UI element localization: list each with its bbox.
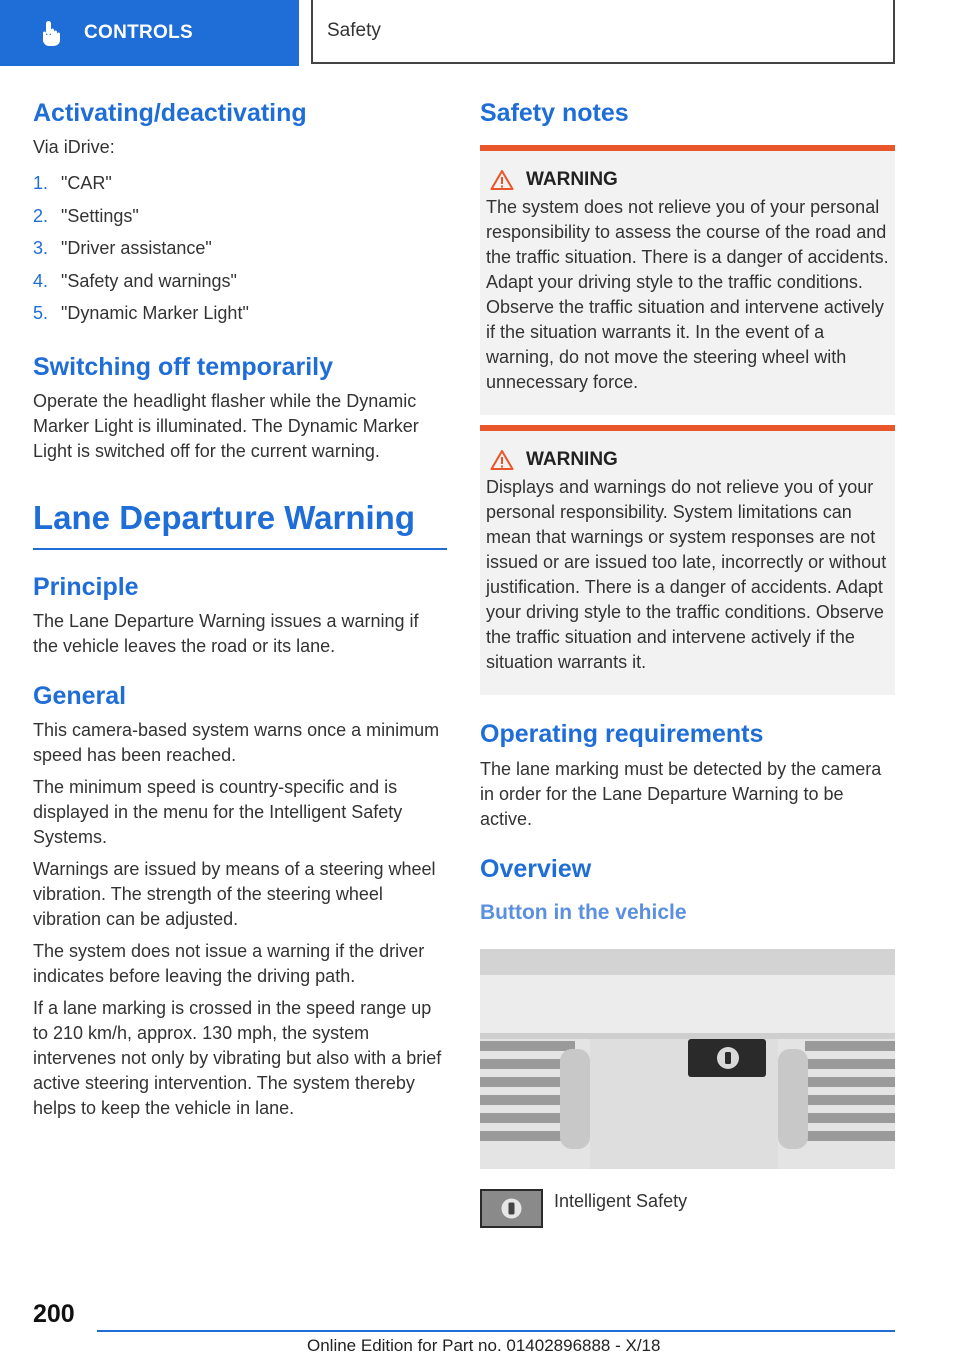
button-heading: Button in the vehicle bbox=[480, 900, 687, 924]
warning-triangle-icon bbox=[490, 449, 514, 471]
general-paragraph: If a lane marking is crossed in the speed range up to 210 km/h, approx. 130 mph, the system intervenes not only by vibrating but also with a brief active steering intervention. The system thereby helps to keep the vehicle in lane. bbox=[33, 998, 442, 1119]
list-item: 3. "Driver assistance" bbox=[33, 238, 212, 259]
section-title: Safety bbox=[327, 20, 381, 41]
vehicle-button-photo bbox=[480, 949, 895, 1169]
safety-notes-heading: Safety notes bbox=[480, 99, 629, 127]
warning-label: WARNING bbox=[526, 449, 618, 471]
general-heading: General bbox=[33, 681, 127, 710]
principle-text: The Lane Departure Warning issues a warning if the vehicle leaves the road or its lane. bbox=[33, 610, 419, 656]
right-column bbox=[480, 98, 895, 1228]
warning-label: WARNING bbox=[526, 169, 618, 191]
switching-text: Operate the headlight flasher while the Dynamic Marker Light is illuminated. The Dynamic Marker Light is switched off for the current warning. bbox=[33, 391, 419, 461]
principle-heading: Principle bbox=[33, 572, 139, 601]
chapter-tab[interactable] bbox=[0, 0, 299, 66]
operating-heading: Operating requirements bbox=[480, 720, 764, 749]
activating-steps bbox=[33, 167, 447, 330]
warning-box bbox=[480, 425, 895, 695]
intelligent-safety-icon bbox=[480, 1189, 543, 1228]
operating-text: The lane marking must be detected by the camera in order for the Lane Departure Warning to be active. bbox=[480, 758, 882, 829]
section-header bbox=[311, 0, 895, 64]
page-number: 200 bbox=[33, 1300, 75, 1328]
activating-heading: Activating/deactivating bbox=[33, 99, 307, 127]
chapter-title: Lane Departure Warning bbox=[33, 499, 415, 536]
general-paragraph: The minimum speed is country-specific and is displayed in the menu for the Intelligent Safety Systems. bbox=[33, 777, 403, 848]
left-column bbox=[33, 98, 447, 1128]
button-caption-row bbox=[480, 1189, 895, 1228]
general-paragraph: The system does not issue a warning if the driver indicates before leaving the driving path. bbox=[33, 941, 425, 987]
list-item: 2. "Settings" bbox=[33, 205, 139, 226]
hand-pointer-icon bbox=[38, 19, 64, 47]
list-item: 5. "Dynamic Marker Light" bbox=[33, 303, 249, 324]
general-paragraph: Warnings are issued by means of a steering wheel vibration. The strength of the steering wheel vibration can be adjusted. bbox=[33, 859, 436, 930]
warning-text: The system does not relieve you of your personal responsibility to assess the course of the road and the traffic situation. There is a danger of accidents. Adapt your driving style to the traffic conditions. Observe the traffic situation and intervene actively if the situation warrants it. In the event of a warning, do not move the steering wheel with unnecessary force. bbox=[486, 197, 889, 393]
list-item: 1. "CAR" bbox=[33, 173, 112, 194]
edition-text: Online Edition for Part no. 01402896888 - X/18 bbox=[307, 1336, 661, 1355]
overview-heading: Overview bbox=[480, 854, 592, 883]
activating-intro: Via iDrive: bbox=[33, 137, 115, 158]
chapter-divider bbox=[33, 548, 447, 550]
warning-box bbox=[480, 145, 895, 415]
warning-triangle-icon bbox=[490, 169, 514, 191]
button-caption: Intelligent Safety bbox=[554, 1190, 688, 1211]
general-paragraph: This camera-based system warns once a minimum speed has been reached. bbox=[33, 720, 440, 766]
warning-text: Displays and warnings do not relieve you of your personal responsibility. System limitations can mean that warnings or system responses are not issued or are issued too late, incorrectly or without justification. There is a danger of accidents. Adapt your driving style to the traffic conditions. Observe the traffic situation and intervene actively if the situation warrants it. bbox=[486, 477, 887, 673]
switching-heading: Switching off temporarily bbox=[33, 352, 334, 381]
footer-divider bbox=[97, 1330, 895, 1332]
chapter-tab-label: CONTROLS bbox=[84, 22, 194, 43]
list-item: 4. "Safety and warnings" bbox=[33, 270, 237, 291]
